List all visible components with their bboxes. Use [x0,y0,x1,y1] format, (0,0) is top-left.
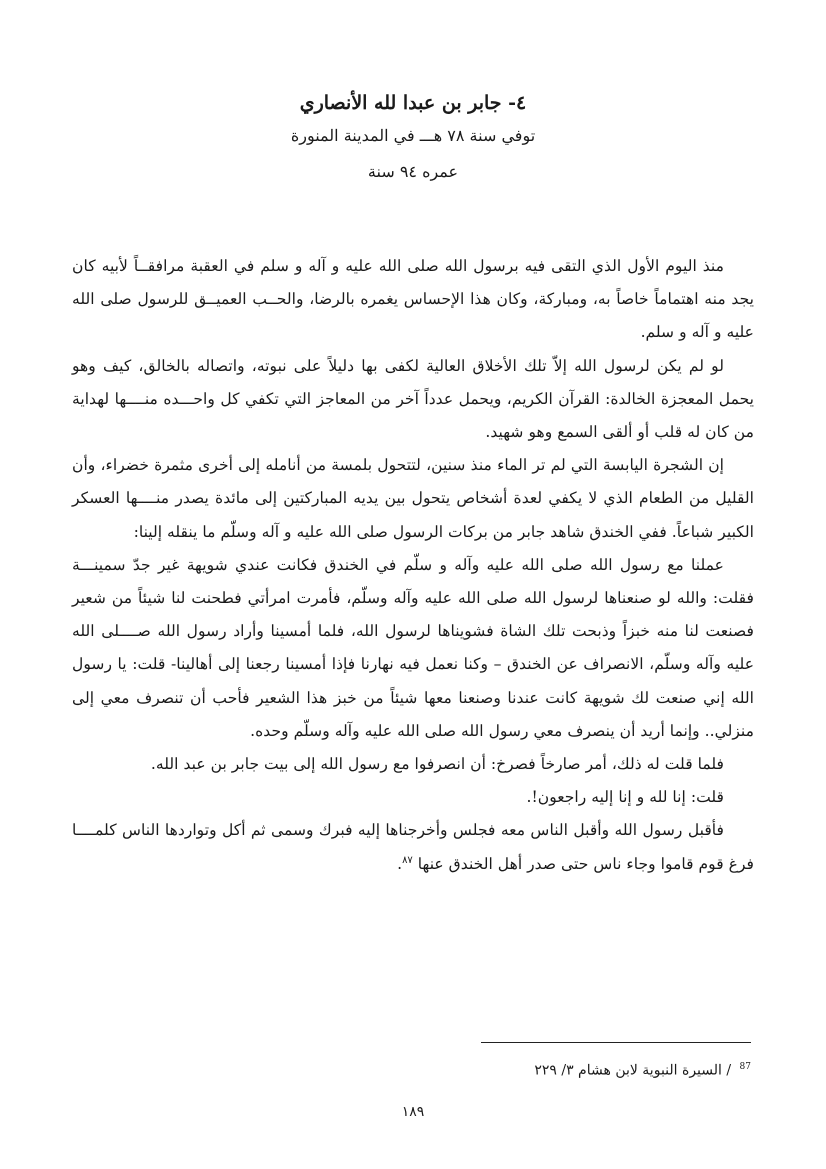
age-info: عمره ٩٤ سنة [367,162,459,181]
paragraph-7: فأقبل رسول الله وأقبل الناس معه فجلس وأخرجناها إليه فبرك وسمى ثم أكل وتواردها الناس كلمــــا فرغ قوم قاموا وجاء ناس حتى صدر أهل الخندق عنها $^{٨٧}$. [72,821,754,873]
paragraph-2: لو لم يكن لرسول الله إلاّ تلك الأخلاق العالية لكفى بها دليلاً على نبوته، واتصاله بالخالق، كيف وهو يحمل المعجزة الخالدة: القرآن الكريم، ويحمل عدداً آخر من المعاجز التي تكفي كل واحـــده منــــها لهداية من كان له قلب أو ألقى السمع وهو شهيد. [72,356,754,442]
footnote-separator: / [726,1062,732,1079]
footnote-divider [481,1042,751,1043]
paragraph-5: فلما قلت له ذلك، أمر صارخاً فصرخ: أن انصرفوا مع رسول الله إلى بيت جابر بن عبد الله. [150,755,724,774]
death-info: توفي سنة ٧٨ هـــ في المدينة المنورة [290,126,536,145]
section-heading [0,88,826,190]
footnote-number: 87 [739,1062,751,1072]
section-title: ٤- جابر بن عبدا لله الأنصاري [299,92,527,114]
paragraph-4: عملنا مع رسول الله صلى الله عليه وآله و سلّم في الخندق فكانت عندي شويهة غير جدّ سمينـــة فقلت: والله لو صنعناها لرسول الله صلى الله عليه وآله وسلّم، فأمرت امرأتي فطحنت لنا شيئاً من شعير فصنعت لنا منه خبزاً وذبحت تلك الشاة فشويناها لرسول الله، فلما أمسينا وأراد رسول الله صــــلى الله عليه وآله وسلّم، الانصراف عن الخندق – وكنا نعمل فيه نهارنا فإذا أمسينا رجعنا إلى أهالينا- قلت: يا رسول الله إني صنعت لك شويهة كانت عندنا وصنعنا معها شيئاً من خبز هذا الشعير فأحب أن تنصرف معي إلى منزلي.. وإنما أريد أن ينصرف معي رسول الله صلى الله عليه وآله وسلّم وحده. [72,555,754,740]
footnote-text: السيرة النبوية لابن هشام ٣/ ٢٢٩ [534,1062,722,1079]
page-number: ١٨٩ [401,1104,425,1120]
footnote-reference[interactable]: ٨٧ [402,854,413,866]
body-text [72,250,754,881]
paragraph-1: منذ اليوم الأول الذي التقى فيه برسول الله صلى الله عليه و آله و سلم في العقبة مرافقــاً لأبيه كان يجد منه اهتماماً خاصاً به، ومباركة، وكان هذا الإحساس يغمره بالرضا، والحــب العميــق للرسول صلى الله عليه و آله و سلم. [72,257,754,342]
paragraph-6: قلت: إنا لله و إنا إليه راجعون!. [526,788,724,807]
paragraph-7-text: فأقبل رسول الله وأقبل الناس معه فجلس وأخرجناها إليه فبرك وسمى ثم أكل وتواردها الناس كلمــــا فرغ قوم قاموا وجاء ناس حتى صدر أهل الخندق عنها [72,821,754,873]
footnote [534,1062,751,1079]
paragraph-3: إن الشجرة اليابسة التي لم تر الماء منذ سنين، لتتحول بلمسة من أنامله إلى أخرى مثمرة خضراء، وأن القليل من الطعام الذي لا يكفي لعدة أشخاص يتحول بين يديه المباركتين إلى مائدة يصدر منــــها العسكر الكبير شباعاً. ففي الخندق شاهد جابر من بركات الرسول صلى الله عليه و آله وسلّم ما ينقله إلينا: [72,456,754,541]
